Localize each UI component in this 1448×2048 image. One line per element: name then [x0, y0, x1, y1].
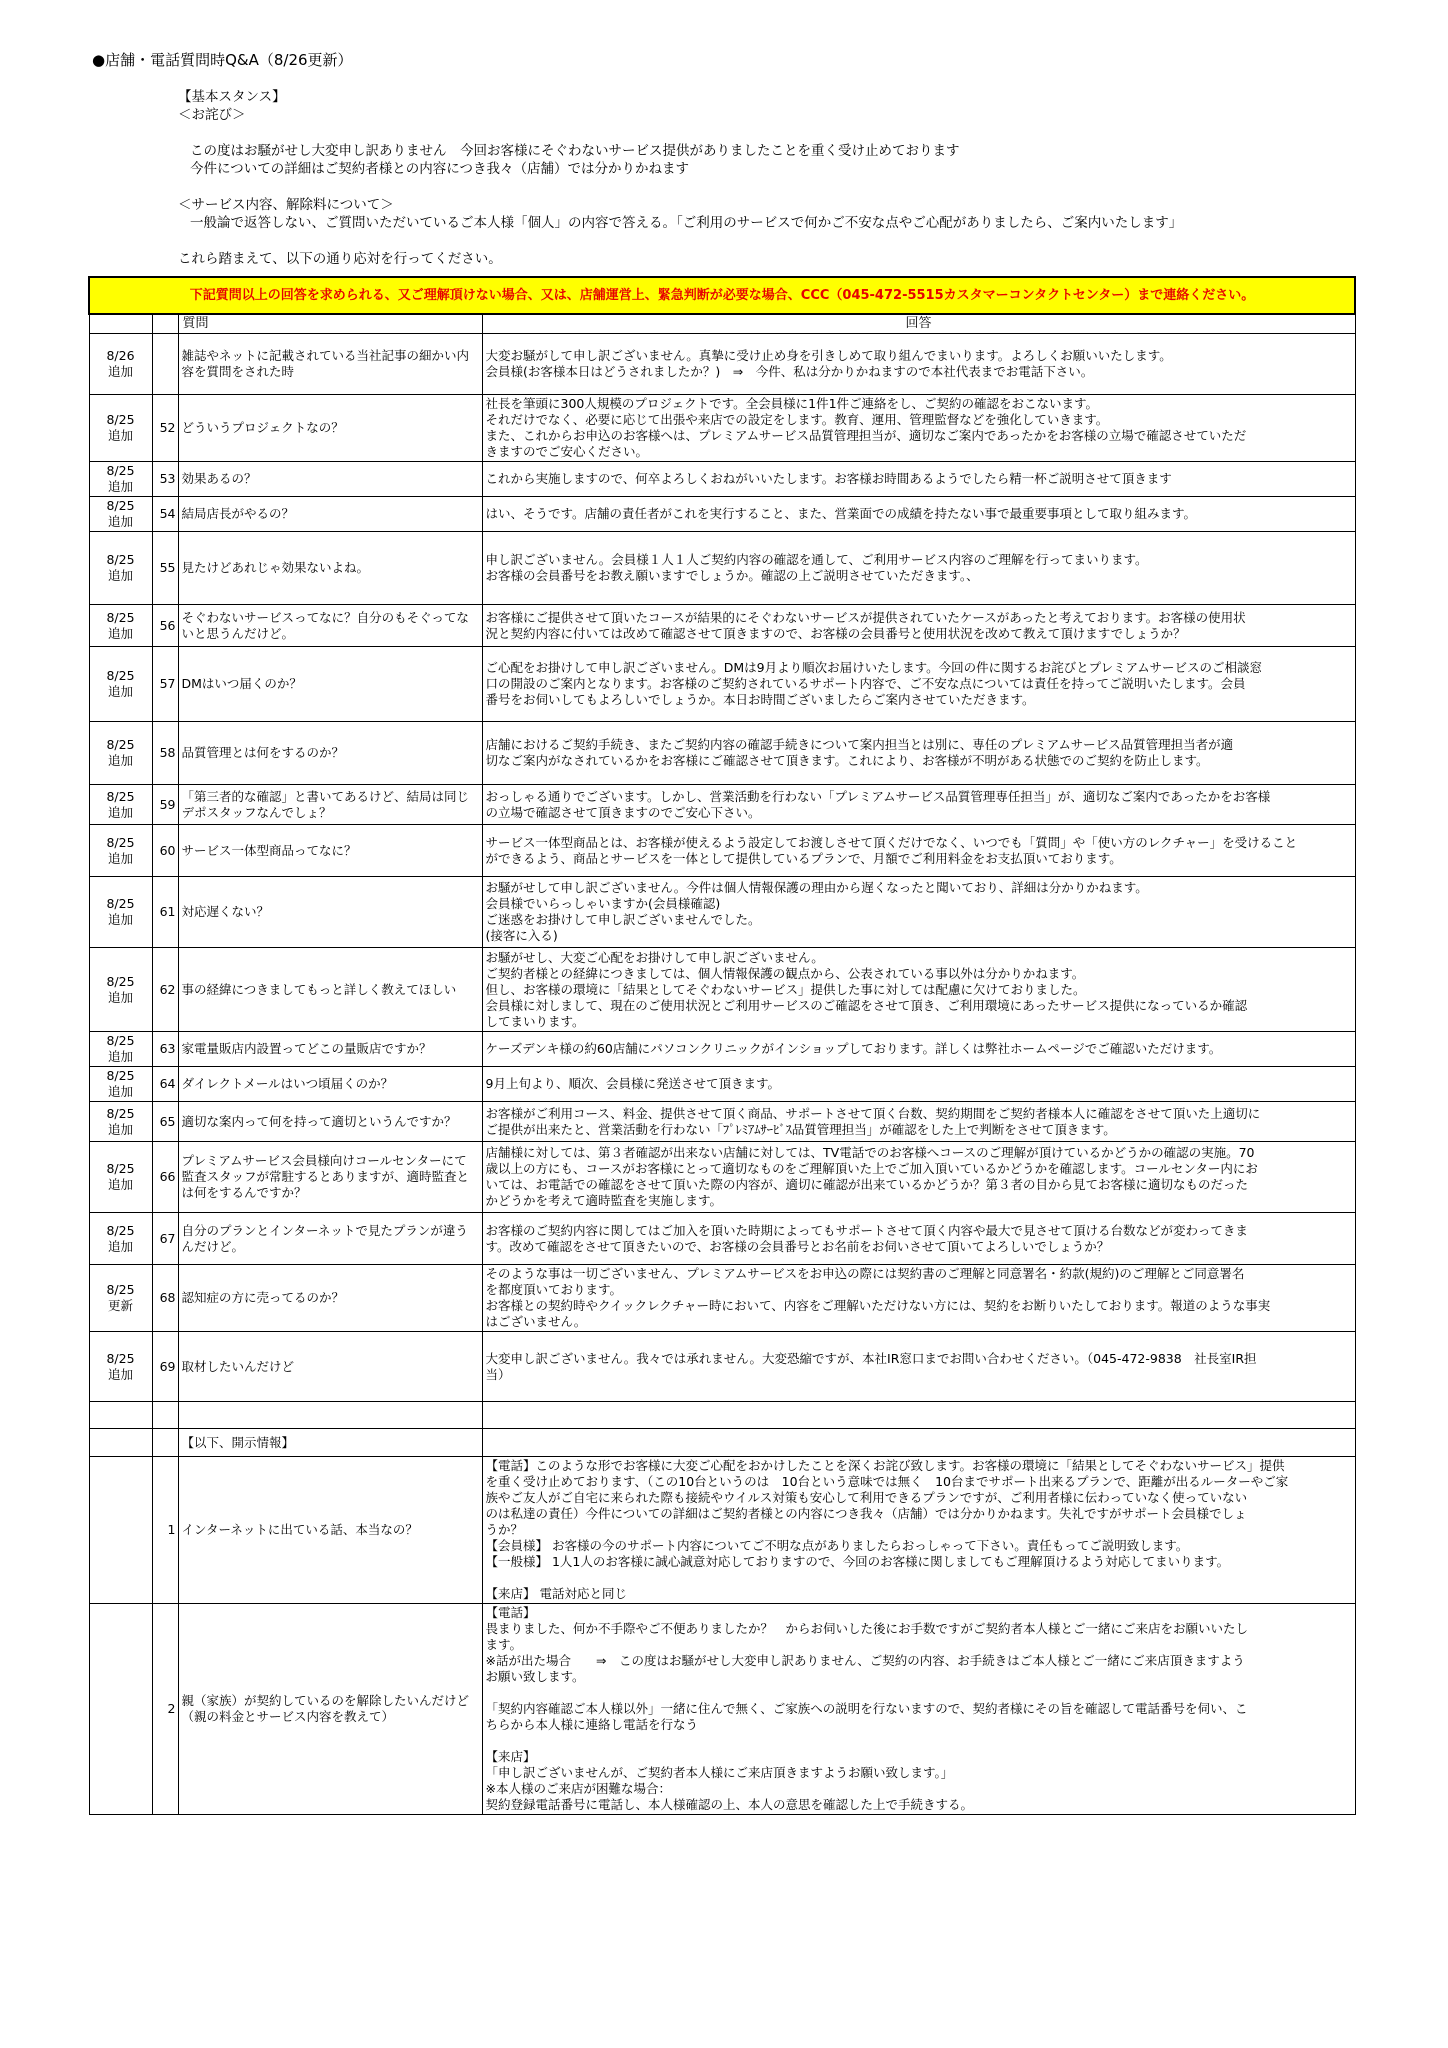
qa-row [89, 1213, 1355, 1265]
answer-line: そのような事は一切ございません、プレミアムサービスをお申込の際には契約書のご理解と同意署名・約款(規約)のご理解とご同意署名 [485, 1266, 1245, 1281]
row-date: 8/25 追加 [89, 722, 152, 785]
row-number: 56 [152, 605, 178, 647]
qa-row [89, 605, 1355, 647]
answer-line: きますのでご安心ください。 [485, 444, 649, 459]
row-date: 8/25 追加 [89, 1032, 152, 1067]
row-answer [482, 1032, 1355, 1067]
row-answer [482, 722, 1355, 785]
row-question: 見たけどあれじゃ効果ないよね。 [178, 532, 482, 605]
answer-line: それだけでなく、必要に応じて出張や来店での設定をします。教育、運用、管理監督などを強化していきます。 [485, 412, 1109, 427]
row-question: そぐわないサービスってなに？自分のもそぐってないと思うんだけど。 [178, 605, 482, 647]
qa-row [89, 647, 1355, 722]
qa-row [89, 1142, 1355, 1213]
answer-line [486, 1570, 1352, 1586]
row-date: 8/26 追加 [89, 334, 152, 395]
row-date: 8/25 追加 [89, 395, 152, 462]
row-date: 8/25 追加 [89, 877, 152, 948]
answer-line: ます。 [485, 1637, 523, 1652]
answer-line: お願い致します。 [485, 1669, 585, 1684]
qa-row [89, 395, 1355, 462]
row-answer [482, 1332, 1355, 1402]
answer-line: のは私達の責任）今件についての詳細はご契約者様との内容につき我々（店舗）では分かりかねます。失礼ですがサポート会員様でしょ [485, 1506, 1247, 1521]
answer-line: 【電話】 [485, 1605, 536, 1620]
empty-cell [89, 1402, 152, 1429]
answer-line: また、これからお申込のお客様へは、プレミアムサービス品質管理担当が、適切なご案内であったかをお客様の立場で確認させていただ [485, 428, 1247, 443]
qa-row [89, 825, 1355, 877]
row-date: 8/25 追加 [89, 462, 152, 497]
row-answer [482, 334, 1355, 395]
answer-line: ※話が出た場合 ⇒ この度はお騒がせし大変申し訳ありません、ご契約の内容、お手続きはご本人様とご一緒にご来店頂きますよう [485, 1653, 1245, 1668]
row-question: 効果あるの？ [178, 462, 482, 497]
answer-line: 【会員様】 お客様の今のサポート内容についてご不明な点がありましたらおっしゃって下さい。責任もってご説明致します。 [485, 1538, 1189, 1553]
answer-line: を都度頂いております。 [485, 1282, 623, 1297]
row-number: 58 [152, 722, 178, 785]
row-number: 68 [152, 1265, 178, 1332]
answer-line: お客様がご利用コース、料金、提供させて頂く商品、サポートさせて頂く台数、契約期間をご契約者様本人に確認をさせて頂いた上適切に [485, 1105, 1261, 1121]
answer-line: の立場で確認させて頂きますのでご安心下さい。 [485, 804, 761, 820]
answer-line: 【一般様】 1人1人のお客様に誠心誠意対応しておりますので、今回のお客様に関しましてもご理解頂けるよう対応してまいります。 [485, 1554, 1230, 1569]
row-question: 対応遅くない？ [178, 877, 482, 948]
row-question: 結局店長がやるの？ [178, 497, 482, 532]
row-date: 8/25 追加 [89, 647, 152, 722]
row-answer [482, 605, 1355, 647]
row-number: 53 [152, 462, 178, 497]
answer-line: 大変お騒がして申し訳ございません。真摯に受け止め身を引きしめて取り組んでまいります。よろしくお願いいたします。 [485, 348, 1172, 363]
empty-cell [482, 1429, 1355, 1457]
row-number: 2 [152, 1604, 178, 1815]
row-answer [482, 1604, 1355, 1815]
answer-line: 歳以上の方にも、コースがお客様にとって適切なものをご理解頂いた上でご加入頂いているかどうかを確認します。コールセンター内にお [485, 1161, 1258, 1176]
row-question: 自分のプランとインターネットで見たプランが違うんだけど。 [178, 1213, 482, 1265]
disclosure-label-row [89, 1429, 1355, 1457]
empty-cell [89, 1429, 152, 1457]
answer-line: ご提供が出来たと、営業活動を行わない「ﾌﾟﾚﾐｱﾑｻｰﾋﾞｽ品質管理担当」が確認をした上で判断をさせて頂きます。 [485, 1121, 1116, 1137]
answer-line: お客様の会員番号をお教え願いますでしょうか。確認の上ご説明させていただきます。、 [485, 568, 979, 583]
row-number: 61 [152, 877, 178, 948]
row-date: 8/25 追加 [89, 785, 152, 825]
disclosure-row [89, 1604, 1355, 1815]
qa-row [89, 334, 1355, 395]
row-number: 66 [152, 1142, 178, 1213]
qa-row [89, 877, 1355, 948]
row-answer [482, 1457, 1355, 1604]
answer-line: ケーズデンキ様の約60店舗にパソコンクリニックがインショップしております。詳しくは弊社ホームページでご確認いただけます。 [485, 1041, 1222, 1056]
answer-line: 口の開設のご案内となります。お客様のご契約されているサポート内容で、ご不安な点については責任を持ってご説明いたします。会員 [485, 676, 1246, 691]
escalation-banner-row [89, 277, 1355, 314]
answer-line: 【来店】 [485, 1749, 536, 1764]
row-answer [482, 1102, 1355, 1142]
answer-line: 当） [485, 1366, 511, 1382]
answer-line: おっしゃる通りでございます。しかし、営業活動を行わない「プレミアムサービス品質管理専任担当」が、適切なご案内であったかをお客様 [485, 788, 1271, 804]
row-answer [482, 1213, 1355, 1265]
answer-line: 店舗におけるご契約手続き、またご契約内容の確認手続きについて案内担当とは別に、専任のプレミアムサービス品質管理担当者が適 [485, 737, 1234, 752]
empty-cell [482, 1402, 1355, 1429]
row-question: 取材したいんだけど [178, 1332, 482, 1402]
row-answer [482, 1265, 1355, 1332]
row-answer [482, 497, 1355, 532]
answer-line: 会員様(お客様本日はどうされましたか？) ⇒ 今件、私は分かりかねますので本社代表までお電話下さい。 [485, 364, 1094, 379]
row-answer [482, 1142, 1355, 1213]
qa-row [89, 462, 1355, 497]
answer-line: 9月上旬より、順次、会員様に発送させて頂きます。 [485, 1076, 780, 1091]
answer-line: ができるよう、商品とサービスを一体として提供しているプランで、月額でご利用料金をお支払頂いております。 [485, 850, 1122, 866]
answer-line: 「申し訳ございませんが、ご契約者本人様にご来店頂きますようお願い致します。」 [485, 1765, 954, 1780]
row-question: 雑誌やネットに記載されている当社記事の細かい内容を質問をされた時 [178, 334, 482, 395]
answer-line: 申し訳ございません。会員様１人１人ご契約内容の確認を通して、ご利用サービス内容のご理解を行ってまいります。 [485, 552, 1148, 567]
answer-line: 畏まりました、何か不手際やご不便ありましたか？ からお伺いした後にお手数ですがご契約者本人様とご一緒にご来店をお願いいたし [485, 1621, 1249, 1636]
row-number: 57 [152, 647, 178, 722]
row-date: 8/25 追加 [89, 1142, 152, 1213]
qa-row [89, 722, 1355, 785]
question-header: 質問 [178, 314, 482, 334]
row-answer [482, 647, 1355, 722]
answer-line: お客様にご提供させて頂いたコースが結果的にそぐわないサービスが提供されていたケースがあったと考えております。お客様の使用状 [485, 609, 1246, 625]
row-answer [482, 1067, 1355, 1102]
answer-line: を重く受け止めております、（この10台というのは 10台という意味では無く 10台までサポート出来るプランで、距離が出るルーターやご家 [485, 1474, 1289, 1489]
answer-line: 店舗様に対しては、第３者確認が出来ない店舗に対しては、TV電話でのお客様へコースのご理解が頂けているかどうかの確認の実施。70 [485, 1145, 1255, 1160]
row-answer [482, 532, 1355, 605]
answer-line: してまいります。 [485, 1013, 585, 1029]
row-question: 家電量販店内設置ってどこの量販店ですか？ [178, 1032, 482, 1067]
row-date: 8/25 更新 [89, 1265, 152, 1332]
row-question: DMはいつ届くのか？ [178, 647, 482, 722]
qa-row [89, 532, 1355, 605]
qa-row [89, 1102, 1355, 1142]
row-answer [482, 877, 1355, 948]
qa-row [89, 497, 1355, 532]
answer-line: 会員様でいらっしゃいますか(会員様確認) [485, 896, 721, 911]
answer-line: (接客に入る) [485, 928, 558, 943]
service-heading: ＜サービス内容、解除料について＞ [178, 197, 394, 213]
answer-line: 「契約内容確認ご本人様以外」一緒に住んで無く、ご家族への説明を行ないますので、契約者様にその旨を確認して電話番号を伺い、こ [485, 1701, 1248, 1716]
row-number: 67 [152, 1213, 178, 1265]
answer-line: ご迷惑をお掛けして申し訳ございませんでした。 [485, 912, 761, 927]
answer-line: 番号をお伺いしてもよろしいでしょうか。本日お時間ございましたらご案内させていただきます。 [485, 692, 1035, 707]
row-number: 52 [152, 395, 178, 462]
row-question: 品質管理とは何をするのか？ [178, 722, 482, 785]
apology-line-1: この度はお騒がせし大変申し訳ありません 今回お客様にそぐわないサービス提供がありましたことを重く受け止めております [190, 143, 960, 159]
qa-row [89, 1332, 1355, 1402]
empty-cell [178, 1402, 482, 1429]
disclosure-row [89, 1457, 1355, 1604]
answer-line: ちらから本人様に連絡し電話を行なう [485, 1717, 699, 1732]
row-date: 8/25 追加 [89, 948, 152, 1032]
answer-line: 契約登録電話番号に電話し、本人様確認の上、本人の意思を確認した上で手続きする。 [485, 1797, 974, 1812]
answer-header: 回答 [482, 314, 1355, 334]
answer-line: 【来店】 電話対応と同じ [485, 1586, 627, 1601]
row-number: 54 [152, 497, 178, 532]
answer-line: 大変申し訳ございません。我々では承れません。大変恐縮ですが、本社IR窓口までお問い合わせください。（045-472-9838 社長室IR担 [485, 1350, 1257, 1366]
apology-line-2: 今件についての詳細はご契約者様との内容につき我々（店舗）では分かりかねます [190, 161, 689, 177]
row-question: ダイレクトメールはいつ頃届くのか？ [178, 1067, 482, 1102]
escalation-banner: 下記質問以上の回答を求められる、又ご理解頂けない場合、又は、店舗運営上、緊急判断が必要な場合、CCC（045-472-5515カスタマーコンタクトセンター）まで連絡ください。 [89, 277, 1355, 314]
answer-line: 族やご友人がご自宅に来られた際も接続やウイルス対策も安心して利用できるプランですが、ご利用者様に伝わっていなく使っていない [485, 1490, 1248, 1505]
answer-line: お客様のご契約内容に関してはご加入を頂いた時期によってもサポートさせて頂く内容や最大で見させて頂ける台数などが変わってきま [485, 1222, 1248, 1238]
answer-line: これから実施しますので、何卒よろしくおねがいいたします。お客様お時間あるようでしたら精一杯ご説明させて頂きます [485, 471, 1172, 486]
row-question: 事の経緯につきましてもっと詳しく教えてほしい [178, 948, 482, 1032]
qa-table [88, 276, 1356, 1815]
row-number: 59 [152, 785, 178, 825]
row-number: 69 [152, 1332, 178, 1402]
row-answer [482, 825, 1355, 877]
qa-row [89, 948, 1355, 1032]
stance-heading: 【基本スタンス】 [178, 89, 286, 105]
answer-line: はい、そうです。店舗の責任者がこれを実行すること、また、営業面での成績を持たない事で最重要事項として取り組みます。 [485, 506, 1197, 521]
answer-line: 但し、お客様の環境に「結果としてそぐわないサービス」提供した事に対しては配慮に欠けておりました。 [485, 981, 1086, 997]
qa-row [89, 785, 1355, 825]
qa-row [89, 1265, 1355, 1332]
page-title: ●店舗・電話質問時Q&A（8/26更新） [92, 51, 353, 69]
basic-stance [178, 88, 1182, 268]
row-number: 55 [152, 532, 178, 605]
row-date: 8/25 追加 [89, 1067, 152, 1102]
row-date: 8/25 追加 [89, 605, 152, 647]
row-number: 1 [152, 1457, 178, 1604]
disclosure-label: 【以下、開示情報】 [178, 1429, 482, 1457]
answer-line: お客様との契約時やクイックレクチャー時において、内容をご理解いただけない方には、契約をお断りいたしております。報道のような事実 [485, 1298, 1271, 1313]
row-number: 64 [152, 1067, 178, 1102]
row-question: サービス一体型商品ってなに？ [178, 825, 482, 877]
qa-row [89, 1067, 1355, 1102]
answer-line: 況と契約内容に付いては改めて確認させて頂きますので、お客様の会員番号と使用状況を改めて教えて頂けますでしょうか？ [485, 625, 1186, 641]
row-date: 8/25 追加 [89, 1102, 152, 1142]
answer-line: ご契約者様との経緯につきましては、個人情報保護の観点から、公表されている事以外は分かりかねます。 [485, 965, 1085, 981]
empty-cell [152, 1429, 178, 1457]
answer-line: 【電話】このような形でお客様に大変ご心配をおかけしたことを深くお詫び致します。お客様の環境に「結果としてそぐわないサービス」提供 [485, 1458, 1285, 1473]
row-number: 60 [152, 825, 178, 877]
answer-line: はございません。 [485, 1314, 587, 1329]
empty-cell [89, 1604, 152, 1815]
row-answer [482, 395, 1355, 462]
empty-cell [89, 1457, 152, 1604]
row-question: どういうプロジェクトなの？ [178, 395, 482, 462]
row-date: 8/25 追加 [89, 1332, 152, 1402]
answer-line: す。改めて確認をさせて頂きたいので、お客様の会員番号とお名前をお伺いさせて頂いてよろしいでしょうか？ [485, 1238, 1110, 1254]
answer-line: かどうかを考えて適時監査を実施します。 [485, 1193, 723, 1208]
service-line: 一般論で返答しない、ご質問いただいているご本人様「個人」の内容で答える。「ご利用のサービスで何かご不安な点やご心配がありましたら、ご案内いたします」 [190, 215, 1183, 231]
row-number [152, 334, 178, 395]
answer-line: お騒がせして申し訳ございません。今件は個人情報保護の理由から遅くなったと聞いており、詳細は分かりかねます。 [485, 880, 1148, 895]
row-question: 適切な案内って何を持って適切というんですか？ [178, 1102, 482, 1142]
row-number: 65 [152, 1102, 178, 1142]
spacer-row [89, 1402, 1355, 1429]
row-date: 8/25 追加 [89, 825, 152, 877]
answer-line: 会員様に対しまして、現在のご使用状況とご利用サービスのご確認をさせて頂き、ご利用環境にあったサービス提供になっているか確認 [485, 997, 1248, 1013]
answer-line: 切なご案内がなされているかをお客様にご確認させて頂きます。これにより、お客様が不明がある状態でのご契約を防止します。 [485, 753, 1209, 768]
closing-text: これら踏まえて、以下の通り応対を行ってください。 [178, 251, 502, 267]
answer-line [486, 1685, 1352, 1701]
answer-line: うか？ [485, 1522, 524, 1537]
row-question: 親（家族）が契約しているのを解除したいんだけど （親の料金とサービス内容を教えて） [178, 1604, 482, 1815]
row-answer [482, 785, 1355, 825]
row-question: インターネットに出ている話、本当なの？ [178, 1457, 482, 1604]
row-question: 認知症の方に売ってるのか？ [178, 1265, 482, 1332]
row-number: 62 [152, 948, 178, 1032]
empty-cell [152, 1402, 178, 1429]
answer-line: ※本人様のご来店が困難な場合： [485, 1781, 671, 1796]
answer-line [486, 1733, 1352, 1749]
answer-line: ご心配をお掛けして申し訳ございません。DMは9月より順次お届けいたします。今回の件に関するお詫びとプレミアムサービスのご相談窓 [485, 660, 1262, 675]
row-question: 「第三者的な確認」と書いてあるけど、結局は同じデポスタッフなんでしょ？ [178, 785, 482, 825]
answer-line: いては、お電話での確認をさせて頂いた際の内容が、適切に確認が出来ているかどうか？第３者の目から見てお客様に適切なものだった [485, 1177, 1249, 1192]
qa-row [89, 1032, 1355, 1067]
answer-line: サービス一体型商品とは、お客様が使えるよう設定してお渡しさせて頂くだけでなく、いつでも「質問」や「使い方のレクチャー」を受けること [485, 834, 1298, 850]
row-answer [482, 948, 1355, 1032]
row-date: 8/25 追加 [89, 1213, 152, 1265]
row-answer [482, 462, 1355, 497]
answer-line: 社長を筆頭に300人規模のプロジェクトです。全会員様に1件1件ご連絡をし、ご契約の確認をおこないます。 [485, 396, 1099, 411]
row-question: プレミアムサービス会員様向けコールセンターにて監査スタッフが常駐するとありますが、適時監査とは何をするんですか？ [178, 1142, 482, 1213]
answer-line: お騒がせし、大変ご心配をお掛けして申し訳ございません。 [485, 949, 824, 965]
row-date: 8/25 追加 [89, 532, 152, 605]
row-number: 63 [152, 1032, 178, 1067]
apology-heading: ＜お詫び＞ [178, 107, 246, 123]
header-row [89, 314, 1355, 334]
row-date: 8/25 追加 [89, 497, 152, 532]
